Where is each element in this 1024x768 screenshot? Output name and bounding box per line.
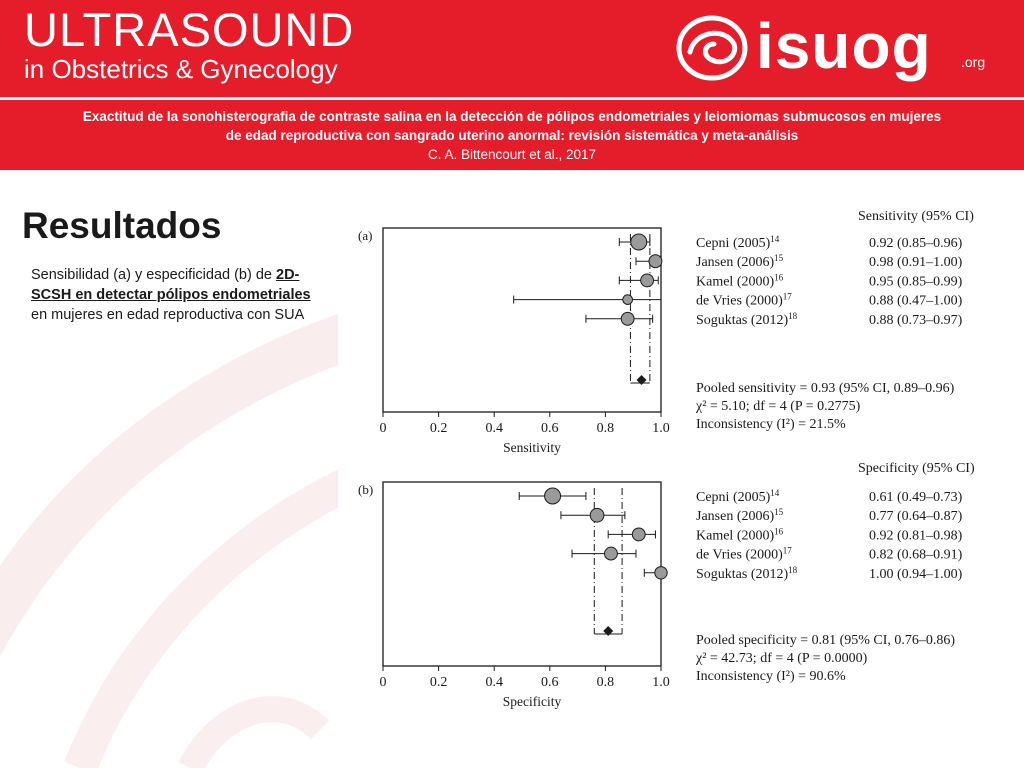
- study-name: Soguktas $(2012)^{18}$: [696, 310, 798, 328]
- article-title-line2: de edad reproductiva con sangrado uterino anormal: revisión sistemática y meta-análisis: [225, 128, 799, 143]
- summary-line-1: Pooled specificity = 0.81 (95% CI, 0.76–0.86): [696, 633, 956, 648]
- study-name: Jansen $(2006)^{15}$: [696, 253, 784, 271]
- x-tick-label: 0.8: [596, 675, 615, 690]
- panel-label: (a): [358, 228, 373, 243]
- logo-text: isuog: [756, 10, 932, 82]
- summary-line-3: Inconsistency (I²) = 90.6%: [696, 669, 846, 684]
- panel-label: (b): [358, 482, 374, 497]
- summary-line-1: Pooled sensitivity = 0.93 (95% CI, 0.89–0.96): [696, 381, 955, 396]
- study-name: de Vries $(2000)^{17}$: [696, 545, 792, 563]
- x-axis-label: Specificity: [502, 694, 562, 709]
- study-estimate-point: [623, 295, 633, 305]
- study-estimate-point: [545, 488, 561, 504]
- study-ci-value: 0.88 (0.73–0.97): [869, 312, 963, 328]
- study-estimate-point: [641, 274, 654, 287]
- plot-frame: [383, 228, 661, 412]
- x-tick-label: 1.0: [652, 421, 670, 436]
- column-header: Specificity (95% CI): [858, 461, 975, 476]
- summary-line-2: χ² = 5.10; df = 4 (P = 0.2775): [696, 399, 861, 414]
- study-ci-value: 1.00 (0.94–1.00): [869, 566, 963, 582]
- x-tick-label: 0.2: [429, 675, 448, 690]
- journal-title: ULTRASOUND: [24, 3, 355, 56]
- x-tick-label: 0.6: [541, 675, 559, 690]
- forest-panel-a: [358, 209, 974, 455]
- x-tick-label: 0.4: [485, 421, 503, 436]
- study-ci-value: 0.98 (0.91–1.00): [869, 255, 963, 271]
- forest-plot-svg: [338, 200, 998, 716]
- study-name: Kamel $(2000)^{16}$: [696, 272, 784, 290]
- x-tick-label: 0.6: [541, 421, 559, 436]
- article-authors: C. A. Bittencourt et al., 2017: [427, 147, 597, 162]
- study-ci-value: 0.61 (0.49–0.73): [869, 490, 963, 505]
- study-name: Cepni $(2005)^{14}$: [696, 488, 780, 505]
- study-ci-value: 0.92 (0.81–0.98): [869, 528, 963, 544]
- column-header: Sensitivity (95% CI): [858, 209, 974, 224]
- forest-panel-b: [358, 461, 975, 709]
- article-banner: [0, 100, 1024, 170]
- x-tick-label: 0.4: [485, 675, 503, 690]
- study-estimate-point: [649, 255, 662, 268]
- study-estimate-point: [605, 547, 618, 560]
- study-ci-value: 0.82 (0.68–0.91): [869, 547, 963, 563]
- x-axis-label: Sensitivity: [503, 440, 561, 455]
- section-description: [31, 265, 321, 325]
- logo-suffix: .org: [961, 54, 986, 70]
- x-tick-label: 1.0: [652, 675, 670, 690]
- x-tick-label: 0.2: [429, 421, 448, 436]
- plot-frame: [383, 482, 661, 666]
- forest-plot-figure: [338, 200, 998, 716]
- isuog-fetus-icon: [672, 8, 752, 88]
- description-part1: Sensibilidad (a) y especificidad (b) de: [31, 267, 277, 283]
- study-ci-value: 0.77 (0.64–0.87): [869, 509, 963, 525]
- description-part2: en mujeres en edad reproductiva con SUA: [31, 307, 305, 323]
- study-estimate-point: [632, 528, 645, 541]
- study-name: Kamel $(2000)^{16}$: [696, 526, 784, 544]
- summary-line-2: χ² = 42.73; df = 4 (P = 0.0000): [696, 651, 868, 666]
- study-estimate-point: [655, 567, 667, 579]
- study-ci-value: 0.88 (0.47–1.00): [869, 293, 963, 309]
- study-estimate-point: [631, 234, 647, 250]
- study-estimate-point: [621, 312, 634, 325]
- x-tick-label: 0: [379, 675, 387, 690]
- study-ci-value: 0.92 (0.85–0.96): [869, 236, 963, 251]
- journal-title-block: [24, 4, 354, 84]
- isuog-logo: [668, 6, 998, 90]
- study-name: de Vries $(2000)^{17}$: [696, 291, 792, 309]
- study-name: Soguktas $(2012)^{18}$: [696, 564, 798, 582]
- section-heading: Resultados: [22, 205, 222, 246]
- study-ci-value: 0.95 (0.85–0.99): [869, 274, 963, 290]
- study-estimate-point: [590, 508, 604, 522]
- x-tick-label: 0.8: [596, 421, 615, 436]
- study-name: Jansen $(2006)^{15}$: [696, 507, 784, 525]
- description-highlight: 2D-SCSH en detectar pólipos endometriales: [31, 267, 311, 303]
- x-tick-label: 0: [379, 421, 387, 436]
- journal-subtitle: in Obstetrics & Gynecology: [24, 54, 338, 84]
- summary-line-3: Inconsistency (I²) = 21.5%: [696, 417, 846, 432]
- article-title-line1: Exactitud de la sonohisterografia de contraste salina en la detección de pólipos endometriales y leiomiomas submucosos en mujeres: [82, 109, 942, 124]
- study-name: Cepni $(2005)^{14}$: [696, 234, 780, 251]
- journal-header: [0, 0, 1024, 97]
